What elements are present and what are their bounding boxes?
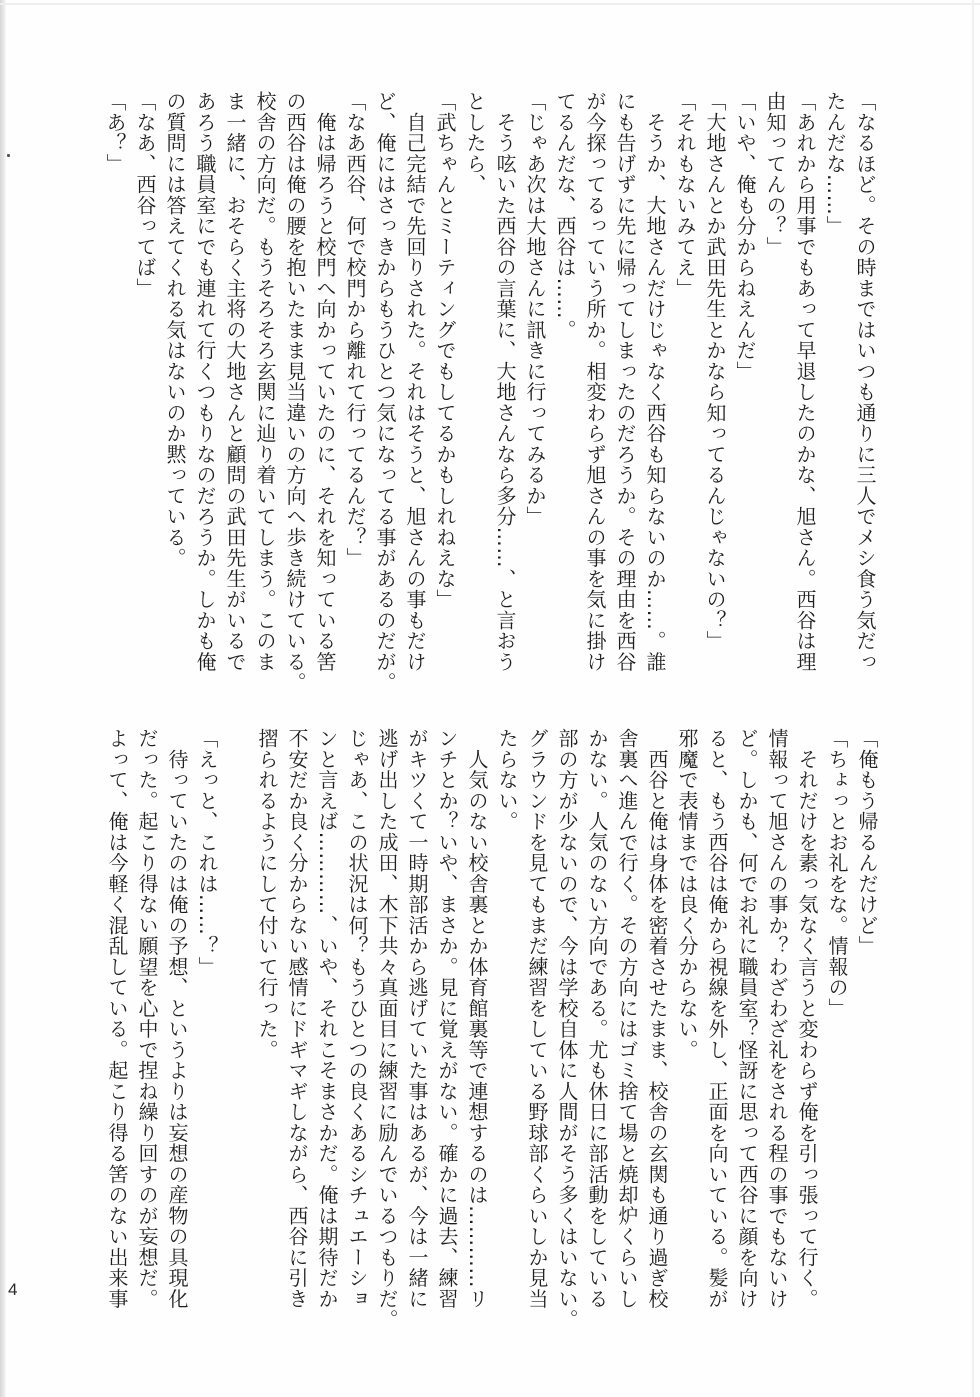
text-line: 「武ちゃんとミーティングでもしてるかもしれねえな」 (433, 91, 457, 610)
text-line: 「いや、俺も分からねえんだ」 (733, 91, 757, 382)
page-number: 4 (8, 1280, 18, 1299)
text-line: そう呟いた西谷の言葉に、大地さんなら多分……、と言おう (493, 91, 517, 672)
text-line: 邪魔で表情までは良く分からない。 (675, 728, 699, 1060)
text-line: 「大地さんとか武田先生とかなら知ってるんじゃないの？」 (703, 91, 727, 652)
text-line: グラウンドを見てもまだ練習をしている野球部くらいしか見当 (525, 728, 549, 1309)
text-line: 人気のない校舎裏とか体育館裏等で連想するのは…………リ (465, 728, 489, 1309)
text-line: ンチとか？いや、まさか。見に覚えがない。確かに過去、練習 (435, 728, 459, 1309)
text-line: 「なるほど。その時まではいつも通りに三人でメシ食う気だっ (853, 91, 877, 672)
text-line: 摺られるようにして付いて行った。 (255, 728, 279, 1060)
text-line: 不安だか良く分からない感情にドギマギしながら、西谷に引き (285, 728, 309, 1309)
text-line: 「なあ西谷、何で校門から離れて行ってるんだ？」 (343, 91, 367, 569)
text-line: にも告げずに先に帰ってしまったのだろうか。その理由を西谷 (613, 91, 637, 672)
text-line: 舎裏へ進んで行く。その方向にはゴミ捨て場と焼却炉くらいし (615, 728, 639, 1309)
text-line: 「なあ、西谷ってば」 (133, 91, 157, 299)
text-line: としたら、 (463, 91, 487, 195)
text-line: 自己完結で先回りされた。それはそうと、旭さんの事もだけ (403, 91, 427, 672)
text-line: 校舎の方向だ。もうそろそろ玄関に辿り着いてしまう。このま (253, 91, 277, 672)
scan-speck (7, 154, 10, 157)
text-line: 部の方が少ないので、今は学校自体に人間がそう多くはいない。 (555, 728, 579, 1330)
text-line: たんだな……」 (823, 91, 847, 237)
text-line: そうか、大地さんだけじゃなく西谷も知らないのか……。誰 (643, 91, 667, 672)
text-line: てるんだな、西谷は……。 (553, 91, 577, 340)
text-line: 待っていたのは俺の予想、というよりは妄想の産物の具現化 (165, 728, 189, 1309)
text-line: ンと言えば…………、いや、それこそまさかだ。俺は期待だか (315, 728, 339, 1309)
blank-line (222, 728, 252, 1330)
text-line: の質問には答えてくれる気はないのか黙っている。 (163, 91, 187, 569)
text-line: がキツくて一時期部活から逃げていた事はあるが、今は一緒に (405, 728, 429, 1309)
text-line: 西谷と俺は身体を密着させたまま、校舎の玄関も通り過ぎ校 (645, 728, 669, 1309)
text-line: 俺は帰ろうと校門へ向かっていたのに、それを知っている筈 (313, 91, 337, 672)
text-line: それだけを素っ気なく言うと変わらず俺を引っ張って行く。 (795, 728, 819, 1309)
text-line: 「えっと、これは……？」 (195, 728, 219, 977)
scan-edge-right (972, 0, 974, 1397)
text-line: だった。起こり得ない願望を心中で捏ね繰り回すのが妄想だ。 (135, 728, 159, 1309)
text-line: ると、もう西谷は俺から視線を外し、正面を向いている。髪が (705, 728, 729, 1309)
text-line: ど、俺にはさっきからもうひとつ気になってる事があるのだが。 (373, 91, 397, 693)
text-line: 「あれから用事でもあって早退したのかな、旭さん。西谷は理 (793, 91, 817, 672)
text-line: の西谷は俺の腰を抱いたまま見当違いの方向へ歩き続けている。 (283, 91, 307, 693)
text-line: たらない。 (495, 728, 519, 832)
text-line: よって、俺は今軽く混乱している。起こり得る筈のない出来事 (105, 728, 129, 1309)
text-line: じゃあ、この状況は何？もうひとつの良くあるシチュエーショ (345, 728, 369, 1309)
text-block-top (100, 91, 880, 693)
text-line: かない。人気のない方向である。尤も休日に部活動をしている (585, 728, 609, 1309)
scan-edge-left (0, 0, 6, 1397)
scan-edge-top (0, 3, 980, 5)
text-line: 逃げ出した成田、木下共々真面目に練習に励んでいるつもりだ。 (375, 728, 399, 1330)
text-line: が今探ってるっていう所か。相変わらず旭さんの事を気に掛け (583, 91, 607, 672)
text-line: 「それもないみてえ」 (673, 91, 697, 299)
text-line: 「じゃあ次は大地さんに訊きに行ってみるか」 (523, 91, 547, 527)
text-line: 由知ってんの？」 (763, 91, 787, 257)
text-line: 情報って旭さんの事か？わざわざ礼をされる程の事でもないけ (765, 728, 789, 1309)
text-line: 「ちょっとお礼をな。情報の」 (825, 728, 849, 1019)
text-line: ど。しかも、何でお礼に職員室？怪訝に思って西谷に顔を向け (735, 728, 759, 1309)
text-line: ま一緒に、おそらく主将の大地さんと顧問の武田先生がいるで (223, 91, 247, 672)
text-block-bottom (102, 728, 882, 1330)
text-line: あろう職員室にでも連れて行くつもりなのだろうか。しかも俺 (193, 91, 217, 672)
text-line: 「俺もう帰るんだけど」 (855, 728, 879, 957)
text-line: 「あ？」 (103, 91, 127, 174)
